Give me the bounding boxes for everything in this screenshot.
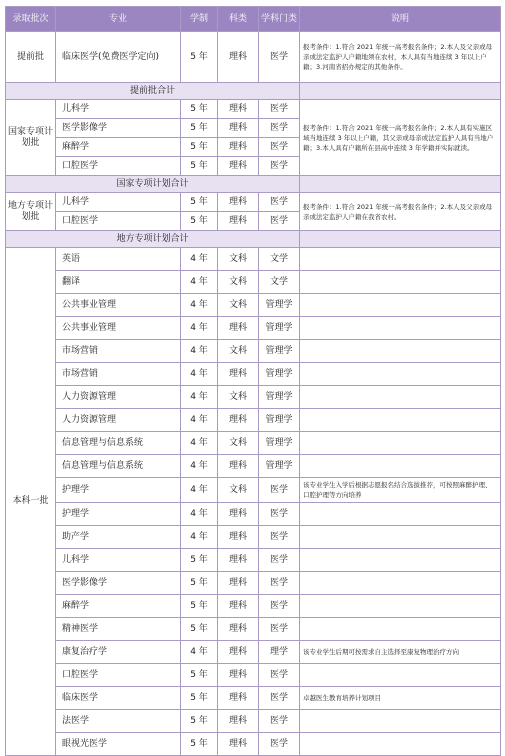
major-cell: 市场营销	[56, 363, 181, 386]
discipline-cell: 医学	[259, 595, 300, 618]
note-cell	[300, 271, 501, 294]
note-cell	[300, 503, 501, 526]
note-cell	[300, 317, 501, 340]
subtotal-label: 国家专项计划合计	[6, 176, 300, 193]
subtotal-note-cell	[300, 231, 501, 248]
major-cell: 儿科学	[56, 193, 181, 212]
discipline-cell: 管理学	[259, 317, 300, 340]
note-cell: 报考条件：1.符合 2021 年统一高考报名条件；2.本人及父亲或母亲或法定监护人户籍在我省农村。	[300, 193, 501, 231]
duration-cell: 4 年	[181, 294, 218, 317]
discipline-cell: 医学	[259, 503, 300, 526]
duration-cell: 4 年	[181, 363, 218, 386]
duration-cell: 5 年	[181, 138, 218, 157]
major-cell: 医学影像学	[56, 572, 181, 595]
duration-cell: 5 年	[181, 572, 218, 595]
table-row	[6, 595, 501, 618]
discipline-cell: 管理学	[259, 363, 300, 386]
benke-section	[6, 248, 501, 756]
major-cell: 儿科学	[56, 100, 181, 119]
discipline-cell: 医学	[259, 733, 300, 756]
note-cell	[300, 294, 501, 317]
table-row	[6, 687, 501, 710]
category-cell: 理科	[218, 503, 259, 526]
category-cell: 文科	[218, 271, 259, 294]
discipline-cell: 管理学	[259, 340, 300, 363]
duration-cell: 5 年	[181, 618, 218, 641]
table-row	[6, 526, 501, 549]
table-row	[6, 710, 501, 733]
category-cell: 理科	[218, 526, 259, 549]
major-cell: 公共事业管理	[56, 294, 181, 317]
duration-cell: 4 年	[181, 478, 218, 503]
subtotal-label: 地方专项计划合计	[6, 231, 300, 248]
table-row	[6, 363, 501, 386]
subtotal-label: 提前批合计	[6, 83, 300, 100]
major-cell: 麻醉学	[56, 595, 181, 618]
discipline-cell: 管理学	[259, 455, 300, 478]
duration-cell: 5 年	[181, 212, 218, 231]
subtotal-row	[6, 83, 501, 100]
major-cell: 口腔医学	[56, 212, 181, 231]
duration-cell: 4 年	[181, 248, 218, 271]
major-cell: 翻译	[56, 271, 181, 294]
table-row	[6, 193, 501, 212]
note-cell	[300, 386, 501, 409]
category-cell: 理科	[218, 595, 259, 618]
duration-cell: 5 年	[181, 733, 218, 756]
duration-cell: 5 年	[181, 664, 218, 687]
discipline-cell: 医学	[259, 710, 300, 733]
table-row	[6, 409, 501, 432]
discipline-cell: 医学	[259, 100, 300, 119]
note-cell	[300, 549, 501, 572]
header-note: 说明	[300, 7, 501, 32]
major-cell: 信息管理与信息系统	[56, 455, 181, 478]
duration-cell: 4 年	[181, 503, 218, 526]
table-row	[6, 248, 501, 271]
category-cell: 文科	[218, 340, 259, 363]
category-cell: 理科	[218, 100, 259, 119]
discipline-cell: 医学	[259, 32, 300, 83]
note-cell	[300, 664, 501, 687]
major-cell: 儿科学	[56, 549, 181, 572]
subtotal-row	[6, 176, 501, 193]
header-duration: 学制	[181, 7, 218, 32]
note-cell	[300, 455, 501, 478]
admission-plan-table	[5, 6, 501, 756]
duration-cell: 5 年	[181, 193, 218, 212]
discipline-cell: 管理学	[259, 294, 300, 317]
category-cell: 理科	[218, 363, 259, 386]
major-cell: 临床医学(免费医学定向)	[56, 32, 181, 83]
duration-cell: 4 年	[181, 455, 218, 478]
table-row	[6, 271, 501, 294]
category-cell: 文科	[218, 294, 259, 317]
major-cell: 精神医学	[56, 618, 181, 641]
discipline-cell: 医学	[259, 193, 300, 212]
duration-cell: 5 年	[181, 687, 218, 710]
duration-cell: 4 年	[181, 432, 218, 455]
table-row	[6, 432, 501, 455]
table-header-row	[6, 7, 501, 32]
major-cell: 法医学	[56, 710, 181, 733]
note-cell	[300, 409, 501, 432]
table-row	[6, 294, 501, 317]
note-cell	[300, 572, 501, 595]
note-cell	[300, 526, 501, 549]
major-cell: 临床医学	[56, 687, 181, 710]
major-cell: 市场营销	[56, 340, 181, 363]
discipline-cell: 文学	[259, 271, 300, 294]
note-cell: 该专业学生入学后根据志愿报名结合选拔推荐，可按照麻醉护理、口腔护理等方向培养	[300, 478, 501, 503]
table-row	[6, 664, 501, 687]
subtotal-note-cell	[300, 176, 501, 193]
note-cell: 报考条件：1.符合 2021 年统一高考报名条件；2.本人具有实施区域当地连续 3 年以上户籍，其父亲或母亲或法定监护人具有当地户籍；3.本人具有户籍所在县高中连续 3 年学籍并实际就读。	[300, 100, 501, 176]
note-cell	[300, 340, 501, 363]
duration-cell: 5 年	[181, 32, 218, 83]
duration-cell: 5 年	[181, 595, 218, 618]
table-row	[6, 317, 501, 340]
duration-cell: 4 年	[181, 317, 218, 340]
table-row	[6, 733, 501, 756]
table-row	[6, 455, 501, 478]
discipline-cell: 文学	[259, 248, 300, 271]
major-cell: 公共事业管理	[56, 317, 181, 340]
subtotal-row	[6, 231, 501, 248]
category-cell: 理科	[218, 409, 259, 432]
duration-cell: 5 年	[181, 119, 218, 138]
duration-cell: 5 年	[181, 710, 218, 733]
discipline-cell: 医学	[259, 212, 300, 231]
note-cell	[300, 595, 501, 618]
category-cell: 理科	[218, 317, 259, 340]
duration-cell: 5 年	[181, 157, 218, 176]
duration-cell: 4 年	[181, 641, 218, 664]
table-row	[6, 618, 501, 641]
category-cell: 理科	[218, 138, 259, 157]
category-cell: 文科	[218, 248, 259, 271]
discipline-cell: 管理学	[259, 432, 300, 455]
duration-cell: 4 年	[181, 409, 218, 432]
category-cell: 理科	[218, 193, 259, 212]
major-cell: 人力资源管理	[56, 386, 181, 409]
table-row	[6, 32, 501, 83]
discipline-cell: 医学	[259, 664, 300, 687]
note-cell	[300, 710, 501, 733]
category-cell: 理科	[218, 549, 259, 572]
category-cell: 理科	[218, 157, 259, 176]
batch-cell: 地方专项计划批	[6, 193, 56, 231]
category-cell: 理科	[218, 641, 259, 664]
category-cell: 理科	[218, 212, 259, 231]
duration-cell: 4 年	[181, 526, 218, 549]
subtotal-note-cell	[300, 83, 501, 100]
header-discipline: 学科门类	[259, 7, 300, 32]
discipline-cell: 医学	[259, 119, 300, 138]
table-row	[6, 100, 501, 119]
note-cell: 该专业学生后期可按需求自主选择至康复物理治疗方向	[300, 641, 501, 664]
discipline-cell: 医学	[259, 549, 300, 572]
duration-cell: 5 年	[181, 100, 218, 119]
table-row	[6, 340, 501, 363]
discipline-cell: 医学	[259, 478, 300, 503]
major-cell: 护理学	[56, 503, 181, 526]
header-batch: 录取批次	[6, 7, 56, 32]
duration-cell: 4 年	[181, 386, 218, 409]
major-cell: 英语	[56, 248, 181, 271]
note-cell	[300, 733, 501, 756]
table-row	[6, 503, 501, 526]
table-row	[6, 386, 501, 409]
category-cell: 理科	[218, 455, 259, 478]
note-cell	[300, 618, 501, 641]
category-cell: 理科	[218, 618, 259, 641]
category-cell: 理科	[218, 733, 259, 756]
category-cell: 理科	[218, 687, 259, 710]
table-row	[6, 641, 501, 664]
duration-cell: 4 年	[181, 340, 218, 363]
header-category: 科类	[218, 7, 259, 32]
table-row	[6, 478, 501, 503]
category-cell: 文科	[218, 432, 259, 455]
major-cell: 人力资源管理	[56, 409, 181, 432]
note-cell	[300, 363, 501, 386]
major-cell: 麻醉学	[56, 138, 181, 157]
discipline-cell: 医学	[259, 157, 300, 176]
note-cell	[300, 248, 501, 271]
category-cell: 理科	[218, 572, 259, 595]
major-cell: 眼视光医学	[56, 733, 181, 756]
discipline-cell: 理学	[259, 641, 300, 664]
discipline-cell: 医学	[259, 138, 300, 157]
category-cell: 理科	[218, 32, 259, 83]
major-cell: 口腔医学	[56, 157, 181, 176]
major-cell: 医学影像学	[56, 119, 181, 138]
category-cell: 理科	[218, 710, 259, 733]
table-row	[6, 572, 501, 595]
discipline-cell: 医学	[259, 687, 300, 710]
discipline-cell: 医学	[259, 618, 300, 641]
note-cell: 报考条件：1.符合 2021 年统一高考报名条件；2.本人及父亲或母亲或法定监护人户籍地须在农村，本人具有当地连续 3 年以上户籍；3.河南省招办规定的其他条件。	[300, 32, 501, 83]
table-row	[6, 549, 501, 572]
major-cell: 信息管理与信息系统	[56, 432, 181, 455]
batch-cell: 提前批	[6, 32, 56, 83]
header-major: 专业	[56, 7, 181, 32]
major-cell: 口腔医学	[56, 664, 181, 687]
discipline-cell: 医学	[259, 526, 300, 549]
category-cell: 文科	[218, 478, 259, 503]
batch-cell: 国家专项计划批	[6, 100, 56, 176]
major-cell: 助产学	[56, 526, 181, 549]
major-cell: 护理学	[56, 478, 181, 503]
category-cell: 理科	[218, 119, 259, 138]
duration-cell: 5 年	[181, 549, 218, 572]
category-cell: 文科	[218, 386, 259, 409]
major-cell: 康复治疗学	[56, 641, 181, 664]
discipline-cell: 医学	[259, 572, 300, 595]
batch-cell: 本科一批	[6, 248, 56, 756]
discipline-cell: 管理学	[259, 386, 300, 409]
note-cell	[300, 432, 501, 455]
note-cell: 卓越医生教育培养计划项目	[300, 687, 501, 710]
duration-cell: 4 年	[181, 271, 218, 294]
discipline-cell: 管理学	[259, 409, 300, 432]
category-cell: 理科	[218, 664, 259, 687]
